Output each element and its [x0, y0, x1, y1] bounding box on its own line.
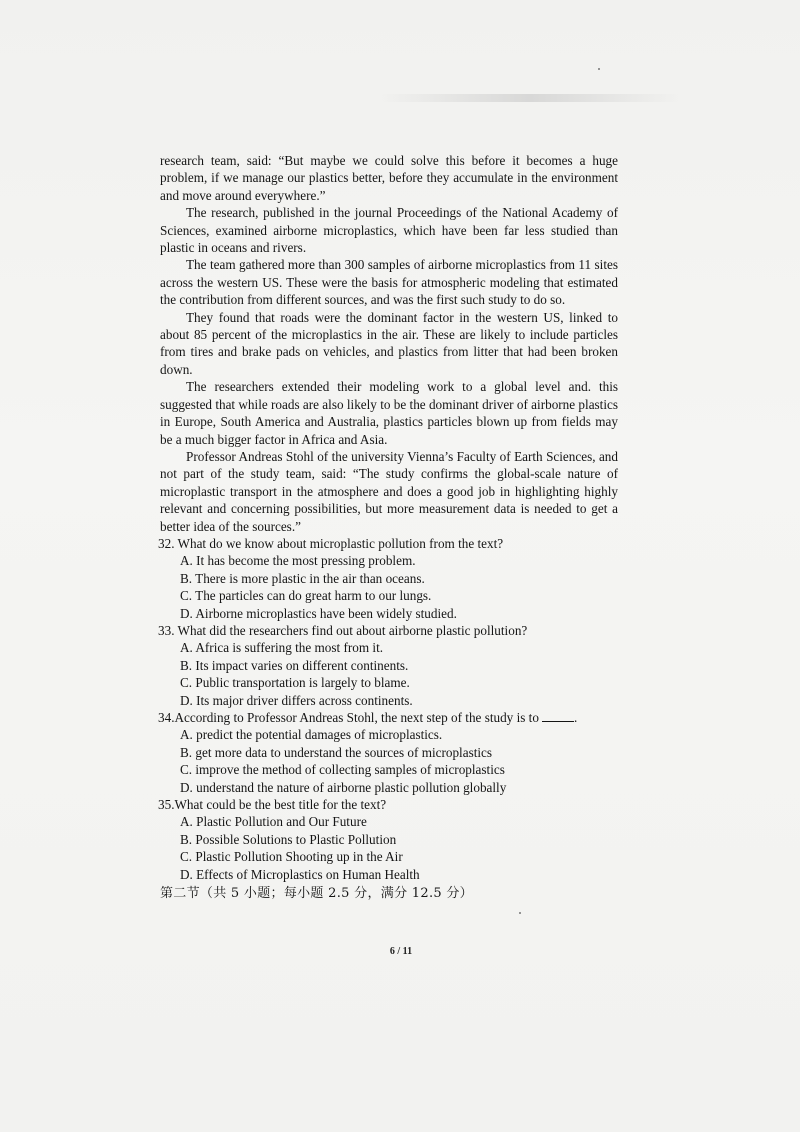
- section-heading: 第二节（共 5 小题；每小题 2.5 分，满分 12.5 分）: [160, 886, 473, 902]
- answer-option: C. Public transportation is largely to blame.: [180, 675, 410, 691]
- answer-option: C. The particles can do great harm to our lungs.: [180, 588, 432, 604]
- answer-option: A. predict the potential damages of microplastics.: [180, 727, 443, 743]
- answer-option: A. It has become the most pressing problem.: [180, 553, 416, 569]
- passage-paragraph: They found that roads were the dominant factor in the western US, linked to about 85 percent of the microplastics in the air. These are likely to include particles from tires and brake pads on vehicles, and plastics from litter that had been broken down.: [160, 309, 618, 377]
- question-35: [160, 796, 618, 883]
- answer-option: C. improve the method of collecting samples of microplastics: [180, 762, 505, 778]
- question-stem-line: [158, 709, 618, 726]
- answer-blank: [542, 709, 574, 722]
- answer-option: B. Possible Solutions to Plastic Pollution: [180, 831, 397, 847]
- scan-speck: [519, 912, 521, 914]
- answer-option: D. Effects of Microplastics on Human Health: [180, 866, 420, 882]
- question-stem: 35.What could be the best title for the text?: [158, 797, 387, 813]
- passage-paragraph: research team, said: “But maybe we could solve this before it becomes a huge problem, if we manage our plastics better, before they accumulate in the environment and move around everywhere.”: [160, 153, 618, 203]
- question-stem: 33. What did the researchers find out about airborne plastic pollution?: [158, 622, 528, 638]
- question-34: [160, 709, 618, 796]
- answer-option: D. Airborne microplastics have been widely studied.: [180, 605, 457, 621]
- question-32: [160, 535, 618, 622]
- question-stem: 32. What do we know about microplastic pollution from the text?: [158, 535, 504, 551]
- answer-option: B. There is more plastic in the air than oceans.: [180, 570, 425, 586]
- answer-option: A. Plastic Pollution and Our Future: [180, 814, 367, 830]
- passage-paragraph: The team gathered more than 300 samples of airborne microplastics from 11 sites across the western US. These were the basis for atmospheric modeling that estimated the contribution from different sources, and was the first such study to do so.: [160, 257, 618, 308]
- page-number: 6 / 11: [389, 946, 413, 957]
- answer-option: D. Its major driver differs across continents.: [180, 692, 413, 708]
- question-stem-end: .: [573, 710, 578, 725]
- scan-smudge: [380, 94, 680, 102]
- answer-option: B. Its impact varies on different continents.: [180, 657, 409, 673]
- answer-option: C. Plastic Pollution Shooting up in the Air: [180, 849, 403, 865]
- scan-speck: [598, 68, 600, 70]
- answer-option: D. understand the nature of airborne plastic pollution globally: [180, 779, 507, 795]
- answer-option: A. Africa is suffering the most from it.: [180, 640, 384, 656]
- question-33: [160, 622, 618, 709]
- answer-option: B. get more data to understand the sources of microplastics: [180, 744, 493, 760]
- reading-passage: [160, 152, 618, 535]
- exam-content: [160, 152, 618, 902]
- passage-paragraph: Professor Andreas Stohl of the university Vienna’s Faculty of Earth Sciences, and not part of the study team, said: “The study confirms the global-scale nature of microplastic transport in the atmosphere and does a good job in highlighting highly relevant and concerning possibilities, but more measurement data is needed to get a better idea of the sources.”: [160, 448, 618, 534]
- passage-paragraph: The research, published in the journal Proceedings of the National Academy of Sciences, examined airborne microplastics, which have been far less studied than plastic in oceans and rivers.: [160, 205, 618, 256]
- question-stem: 34.According to Professor Andreas Stohl, the next step of the study is to: [158, 710, 539, 725]
- passage-paragraph: The researchers extended their modeling work to a global level and. this suggested that while roads are also likely to be the dominant driver of airborne plastics in Europe, South America and Australia, plastics particles blown up from fields may be a much bigger factor in Africa and Asia.: [160, 379, 618, 447]
